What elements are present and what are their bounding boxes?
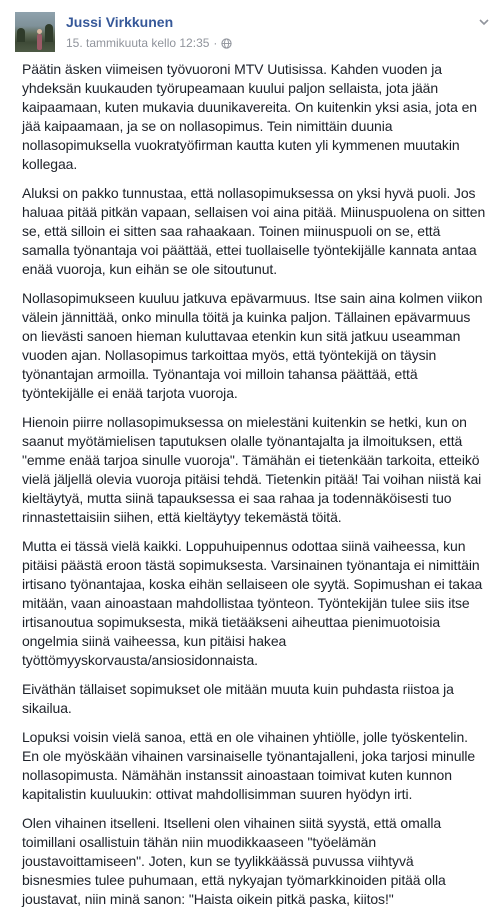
post-paragraph: Eiväthän tällaiset sopimukset ole mitään muuta kuin puhdasta riistoa ja sikailua. (22, 681, 454, 716)
post-paragraph: Hienoin piirre nollasopimuksessa on mielestäni kuitenkin se hetki, kun on saanut myötämielisen taputuksen olalle työnantajalta ja ilmoituksen, että "emme enää tarjoa sinulle vuoroja". Tämähän ei tietenkään tarkoita, etteikö vielä jäljellä olevia vuoroja pitäisi tehdä. Tietenkin pitää! Tai voihan niistä kai kieltäytyä, mutta siinä tapauksessa ei saa rahaa ja todennäköisesti tuo rinnastettaisiin siihen, että kieltäytyy tekemästä töitä. (22, 414, 482, 525)
post-header (0, 0, 504, 60)
avatar-tree (17, 28, 25, 42)
avatar-tree (45, 24, 53, 42)
post-timestamp[interactable]: 15. tammikuuta kello 12:35 (66, 36, 210, 50)
post-paragraph: Lopuksi voisin vielä sanoa, että en ole vihainen yhtiölle, jolle työskentelin. En ole myöskään vihainen varsinaiselle työnantajalleni, joka tarjosi minulle nollasopimusta. Nämähän instanssit ainoastaan toimivat kuten kunnon kapitalistin kuuluukin: ottivat mahdollisimman suuren hyödyn irti. (22, 729, 476, 802)
avatar-figure (37, 34, 42, 50)
post-body (0, 60, 504, 909)
avatar[interactable] (15, 12, 55, 52)
post-paragraph: Päätin äsken viimeisen työvuoroni MTV Uutisissa. Kahden vuoden ja yhdeksän kuukauden työrupeamaan kuului paljon sellaista, jota jään kaipaamaan, kuten mukavia duunikavereita. On kuitenkin yksi asia, jota en jää kaipaamaan, ja se on nollasopimus. Tein nimittäin duunia nollasopimuksella vuokratyöfirman kautta kuten yli kymmenen muutakin kollegaa. (22, 61, 477, 172)
post-paragraph: Mutta ei tässä vielä kaikki. Loppuhuipennus odottaa siinä vaiheessa, kun pitäisi päästä eroon tästä sopimuksesta. Varsinainen työnantaja ei nimittäin irtisano työnantajaa, koska eihän sellaiseen ole syytä. Sopimushan ei takaa mitään, vaan ainoastaan mahdollistaa työnteon. Työntekijän tulee siis itse irtisanoutua sopimuksesta, mikä tietääkseni aiheuttaa pienimuotoisia ongelmia siinä vaiheessa, kun pitäisi hakea työttömyyskorvausta/ansiosidonnaista. (22, 538, 483, 668)
post-paragraph: Olen vihainen itselleni. Itselleni olen vihainen siitä syystä, että omalla toimillani osallistuin tähän niin muodikkaaseen "työelämän joustavoittamiseen". Joten, kun se tyylikkäässä puvussa viihtyvä bisnesmies tulee puhumaan, että nykyajan työmarkkinoiden pitää olla joustavat, niin minä sanon: "Haista oikein pitkä paska, kiitos!" (22, 815, 446, 907)
post-paragraph: Nollasopimukseen kuuluu jatkuva epävarmuus. Itse sain aina kolmen viikon välein jännittää, onko minulla töitä ja kuinka paljon. Tällainen epävarmuus on lievästi sanoen hieman kuluttavaa etenkin kun sitä jatkuu useamman vuoden ajan. Nollasopimus tarkoittaa myös, että työntekijä on täysin työnantajan armoilla. Työnantaja voi milloin tahansa päättää, että työntekijälle ei enää tarjota vuoroja. (22, 290, 483, 401)
post-paragraph: Aluksi on pakko tunnustaa, että nollasopimuksessa on yksi hyvä puoli. Jos haluaa pitää pitkän vapaan, sellaisen voi aina pitää. Miinuspuolena on sitten se, että silloin ei sitten saa rahaakaan. Toinen miinuspuoli on se, että samalla työnantaja voi päättää, ettei tuollaiselle työntekijälle kannata antaa enää vuoroja, kun eihän se ole sitoutunut. (22, 185, 486, 277)
globe-icon[interactable] (221, 38, 232, 49)
author-name[interactable]: Jussi Virkkunen (66, 14, 174, 30)
post-meta (66, 36, 232, 50)
meta-separator: · (213, 36, 218, 50)
chevron-down-icon[interactable] (476, 14, 492, 30)
